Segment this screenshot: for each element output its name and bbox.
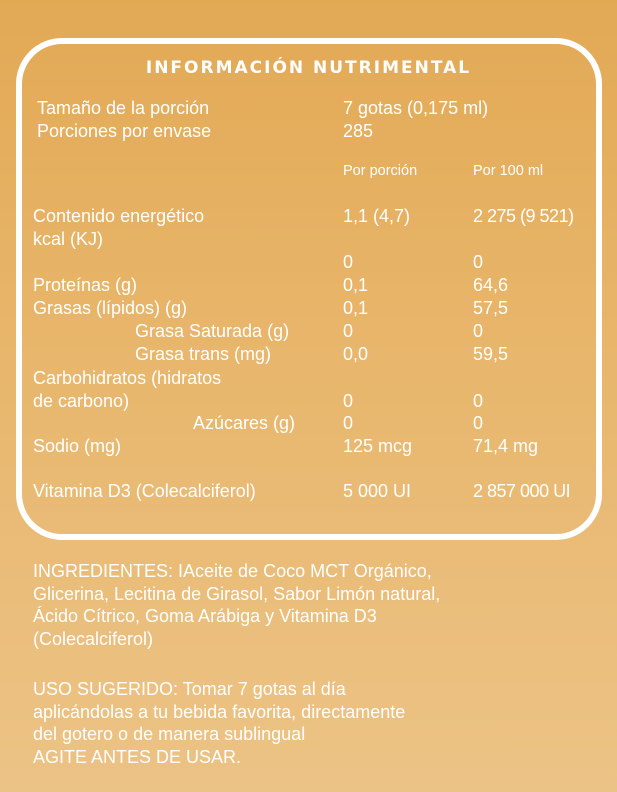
column-header-per-serving: Por porción: [343, 163, 418, 179]
row-value-per-100ml: 2 275 (9 521): [473, 206, 574, 226]
row-label-indented: Grasa Saturada (g): [135, 321, 290, 341]
row-value-per-serving: 0: [343, 413, 354, 433]
servings-per-container-label: Porciones por envase: [37, 121, 212, 141]
row-label: Sodio (mg): [33, 436, 122, 456]
column-header-per-100ml: Por 100 ml: [473, 163, 544, 179]
row-value-per-100ml: 0: [473, 391, 484, 411]
usage-line: aplicándolas a tu bebida favorita, directamente: [33, 701, 406, 722]
row-label: Carbohidratos (hidratos: [33, 368, 222, 388]
row-value-per-serving: 0: [343, 391, 354, 411]
row-value-per-100ml: 0: [473, 252, 484, 272]
row-label: Vitamina D3 (Colecalciferol): [33, 481, 256, 501]
row-value-per-serving: 0: [343, 252, 354, 272]
row-label-indented: Grasa trans (mg): [135, 344, 272, 364]
row-label: Proteínas (g): [33, 275, 138, 295]
row-value-per-100ml: 59,5: [473, 344, 509, 364]
row-value-per-100ml: 71,4 mg: [473, 436, 539, 456]
row-label: Grasas (lípidos) (g): [33, 298, 188, 318]
row-value-per-serving: 0,1: [343, 275, 369, 295]
serving-size-value: 7 gotas (0,175 ml): [343, 98, 489, 118]
row-value-per-serving: 125 mcg: [343, 436, 413, 456]
row-label-continued: kcal (KJ): [33, 229, 104, 249]
serving-size-label: Tamaño de la porción: [37, 98, 210, 118]
row-label-continued: de carbono): [33, 391, 130, 411]
row-value-per-100ml: 2 857 000 UI: [473, 481, 571, 501]
row-value-per-serving: 0: [343, 321, 354, 341]
suggested-use-text: [33, 678, 593, 768]
row-value-per-100ml: 0: [473, 413, 484, 433]
servings-per-container-value: 285: [343, 121, 374, 141]
row-value-per-serving: 0,0: [343, 344, 369, 364]
row-value-per-100ml: 0: [473, 321, 484, 341]
ingredients-line: Glicerina, Lecitina de Girasol, Sabor Limón natural,: [33, 583, 441, 604]
row-value-per-serving: 5 000 UI: [343, 481, 412, 501]
row-value-per-100ml: 64,6: [473, 275, 509, 295]
ingredients-line: Ácido Cítrico, Goma Arábiga y Vitamina D3: [33, 606, 377, 626]
usage-line: del gotero o de manera sublingual: [33, 724, 306, 744]
row-label-indented: Azúcares (g): [193, 413, 296, 433]
usage-line: USO SUGERIDO: Tomar 7 gotas al día: [33, 679, 346, 699]
ingredients-text: [33, 560, 593, 650]
row-value-per-100ml: 57,5: [473, 298, 509, 318]
row-value-per-serving: 1,1 (4,7): [343, 206, 411, 226]
ingredients-line: INGREDIENTES: IAceite de Coco MCT Orgánico,: [33, 561, 432, 581]
row-label: Contenido energético: [33, 206, 205, 226]
row-value-per-serving: 0,1: [343, 298, 369, 318]
nutrition-title: INFORMACIÓN NUTRIMENTAL: [145, 58, 472, 78]
ingredients-line: (Colecalciferol): [33, 628, 154, 649]
usage-line: AGITE ANTES DE USAR.: [33, 746, 242, 767]
